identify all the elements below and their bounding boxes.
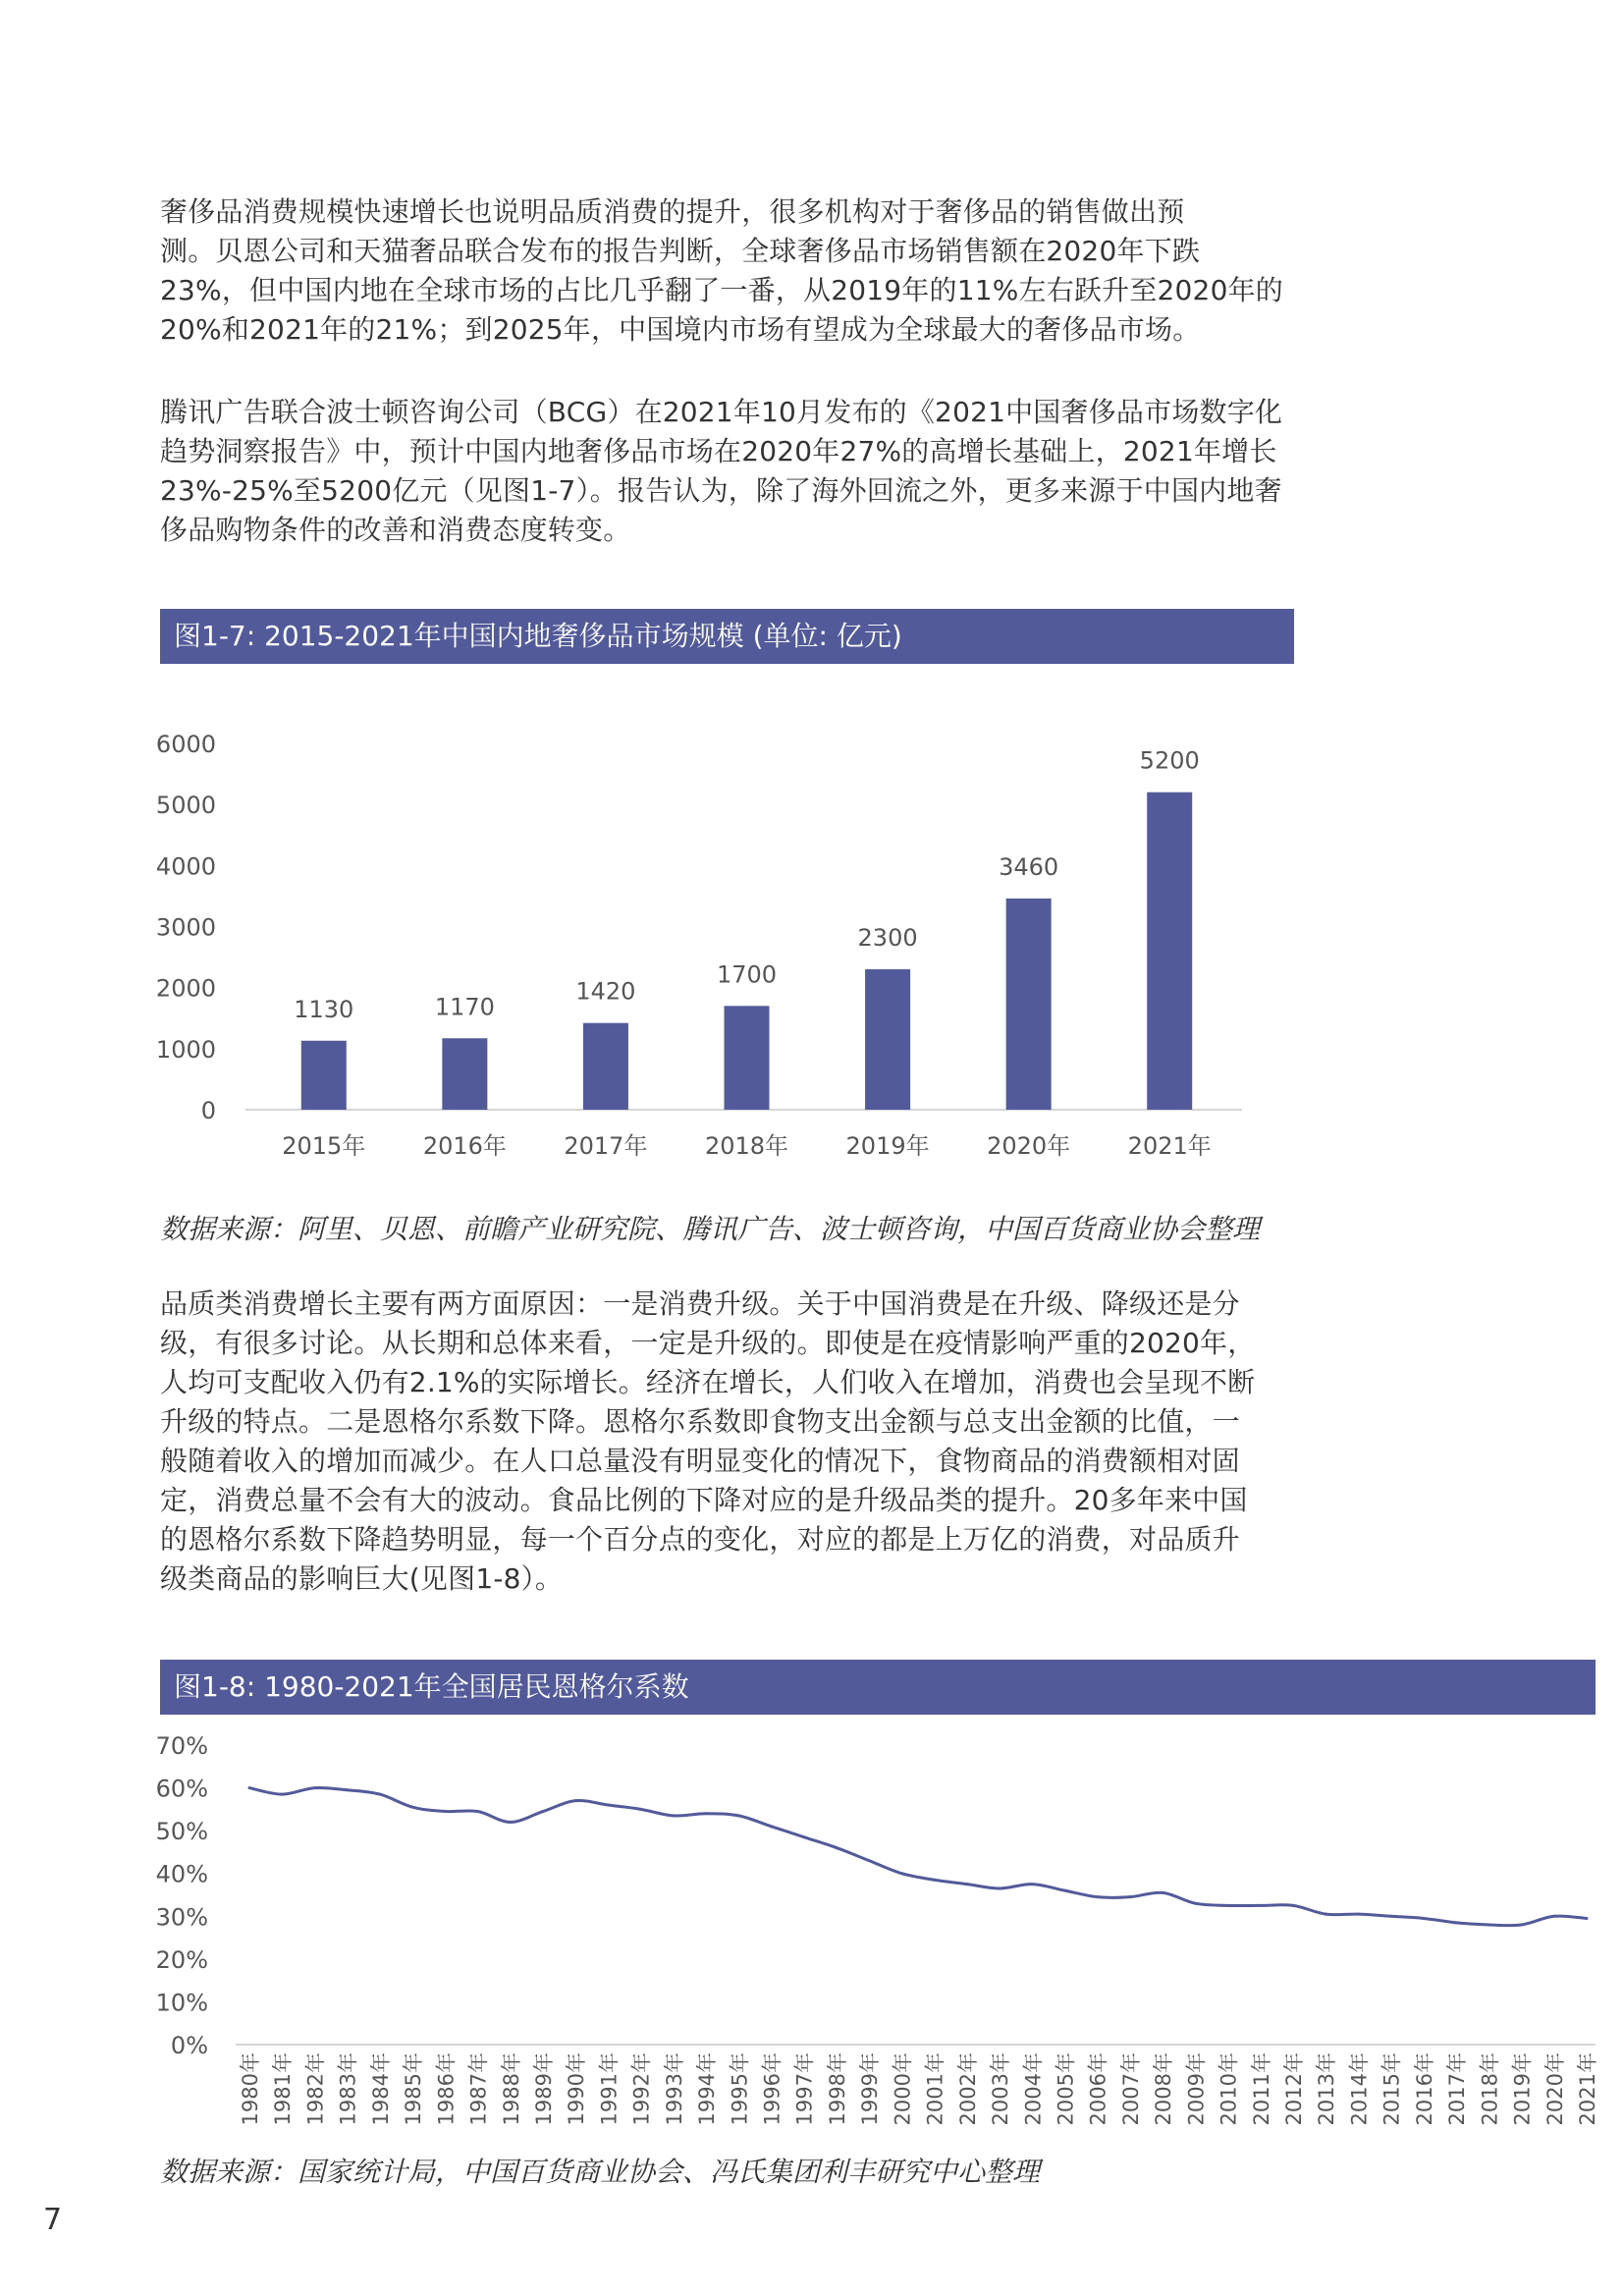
bar: [301, 1041, 347, 1110]
paragraph-line: 的恩格尔系数下降趋势明显，每一个百分点的变化，对应的都是上万亿的消费，对品质升: [160, 1523, 1240, 1556]
paragraph-line: 20%和2021年的21%；到2025年，中国境内市场有望成为全球最大的奢侈品市场。: [160, 313, 1201, 346]
data-point: [509, 1821, 512, 1824]
data-point: [313, 1786, 316, 1789]
x-tick-label: 1984年: [368, 2052, 393, 2126]
data-point: [965, 1883, 968, 1886]
figure-1-7-source: 数据来源：阿里、贝恩、前瞻产业研究院、腾讯广告、波士顿咨询，中国百货商业协会整理: [160, 1213, 1261, 1245]
bar: [1006, 899, 1052, 1110]
data-point: [346, 1788, 349, 1791]
data-point: [574, 1799, 577, 1802]
x-tick-label: 2017年: [564, 1132, 648, 1160]
y-tick-label: 0: [200, 1097, 216, 1124]
x-tick-label: 1994年: [695, 2052, 720, 2126]
paragraph-line: 定，消费总量不会有大的波动。食品比例的下降对应的是升级品类的提升。20多年来中国: [160, 1484, 1248, 1516]
bar: [725, 1006, 770, 1110]
x-tick-label: 1989年: [531, 2052, 556, 2126]
paragraph-line: 人均可支配收入仍有2.1%的实际增长。经济在增长，人们收入在增加，消费也会呈现不断: [160, 1366, 1256, 1398]
y-tick-label: 2000: [155, 974, 216, 1003]
paragraph-line: 般随着收入的增加而减少。在人口总量没有明显变化的情况下，食物商品的消费额相对固: [160, 1445, 1240, 1477]
x-tick-label: 2015年: [282, 1132, 366, 1160]
x-tick-label: 1997年: [792, 2052, 817, 2126]
data-point: [476, 1810, 479, 1813]
x-tick-label: 2016年: [422, 1132, 507, 1160]
x-tick-label: 2014年: [1347, 2052, 1372, 2126]
x-tick-label: 1987年: [466, 2052, 491, 2126]
y-tick-label: 0%: [170, 2032, 208, 2059]
x-tick-label: 2003年: [989, 2052, 1013, 2126]
x-tick-label: 2002年: [955, 2052, 980, 2126]
data-point: [737, 1814, 740, 1817]
x-tick-label: 1983年: [336, 2052, 360, 2126]
y-tick-label: 40%: [155, 1860, 208, 1888]
data-point: [868, 1859, 871, 1862]
data-point: [900, 1872, 903, 1875]
x-tick-label: 1996年: [760, 2052, 784, 2126]
x-tick-label: 1980年: [239, 2052, 262, 2126]
bar: [442, 1038, 487, 1110]
x-tick-label: 2013年: [1315, 2052, 1339, 2126]
figure-1-7-title-banner: [160, 609, 1294, 664]
y-tick-label: 10%: [155, 1989, 208, 2017]
paragraph-line: 级类商品的影响巨大(见图1-8）。: [160, 1562, 564, 1595]
x-tick-label: 2009年: [1184, 2052, 1209, 2126]
data-point: [1162, 1891, 1164, 1894]
x-tick-label: 1986年: [434, 2052, 459, 2126]
page-number: 7: [43, 2203, 63, 2237]
data-point: [1520, 1924, 1523, 1927]
x-tick-label: 1995年: [728, 2052, 752, 2126]
x-tick-label: 2021年: [1576, 2052, 1599, 2126]
data-label: 1170: [434, 993, 495, 1021]
paragraph-line: 趋势洞察报告》中，预计中国内地奢侈品市场在2020年27%的高增长基础上，2021年增长: [160, 435, 1277, 467]
paragraph-line: 级，有很多讨论。从长期和总体来看，一定是升级的。即使是在疫情影响严重的2020年，: [160, 1327, 1256, 1359]
data-point: [1552, 1915, 1555, 1918]
y-tick-label: 4000: [155, 852, 216, 881]
paragraph-line: 奢侈品消费规模快速增长也说明品质消费的提升，很多机构对于奢侈品的销售做出预: [160, 195, 1185, 228]
data-point: [1194, 1902, 1197, 1905]
y-tick-label: 5000: [155, 792, 216, 820]
x-tick-label: 1981年: [271, 2052, 296, 2126]
data-point: [1292, 1904, 1295, 1907]
y-tick-label: 50%: [155, 1818, 208, 1846]
paragraph-line: 23%，但中国内地在全球市场的占比几乎翻了一番，从2019年的11%左右跃升至2020年的: [160, 274, 1283, 306]
x-tick-label: 2011年: [1249, 2052, 1273, 2126]
bar: [865, 969, 910, 1110]
bar: [583, 1023, 628, 1110]
data-point: [1226, 1904, 1229, 1907]
x-tick-label: 1985年: [402, 2052, 426, 2126]
line-chart: [147, 1719, 1600, 2141]
data-point: [248, 1786, 251, 1789]
y-tick-label: 20%: [155, 1945, 208, 1974]
paragraph-line: 测。贝恩公司和天猫奢品联合发布的报告判断，全球奢侈品市场销售额在2020年下跌: [160, 235, 1201, 267]
data-point: [1031, 1883, 1034, 1886]
figure-1-8-title-banner: [160, 1660, 1596, 1715]
y-tick-label: 6000: [155, 731, 216, 758]
data-point: [770, 1825, 773, 1828]
x-tick-label: 2000年: [891, 2052, 915, 2126]
x-tick-label: 2021年: [1127, 1132, 1212, 1160]
data-label: 5200: [1139, 746, 1200, 775]
data-point: [1586, 1917, 1589, 1920]
data-point: [933, 1879, 936, 1882]
y-tick-label: 30%: [155, 1903, 208, 1932]
x-tick-label: 2004年: [1021, 2052, 1046, 2126]
x-tick-label: 1990年: [565, 2052, 589, 2126]
data-point: [1325, 1913, 1327, 1916]
x-tick-label: 2006年: [1086, 2052, 1110, 2126]
data-point: [639, 1808, 642, 1811]
x-tick-label: 2001年: [923, 2052, 947, 2126]
data-point: [541, 1810, 544, 1813]
paragraph-3: [160, 1285, 1328, 1599]
y-tick-label: 3000: [155, 913, 216, 942]
figure-1-8-source: 数据来源：国家统计局，中国百货商业协会、冯氏集团利丰研究中心整理: [160, 2156, 1041, 2188]
data-label: 1420: [575, 977, 636, 1006]
bar: [1147, 793, 1192, 1110]
x-tick-label: 1993年: [662, 2052, 686, 2126]
x-tick-label: 2018年: [704, 1132, 789, 1160]
data-point: [1259, 1904, 1262, 1907]
figure-1-8-title: 图1-8: 1980-2021年全国居民恩格尔系数: [174, 1670, 689, 1703]
data-point: [1357, 1913, 1360, 1916]
x-tick-label: 2019年: [1510, 2052, 1535, 2126]
data-point: [672, 1814, 675, 1817]
x-tick-label: 2012年: [1282, 2052, 1307, 2126]
x-tick-label: 2020年: [1542, 2052, 1567, 2126]
bar-chart: [147, 707, 1257, 1178]
data-label: 3460: [999, 852, 1059, 881]
x-tick-label: 2010年: [1217, 2052, 1241, 2126]
x-tick-label: 2005年: [1054, 2052, 1078, 2126]
x-tick-label: 2017年: [1445, 2052, 1470, 2126]
x-tick-label: 1988年: [499, 2052, 523, 2126]
data-label: 2300: [857, 924, 918, 953]
x-tick-label: 1991年: [597, 2052, 622, 2126]
data-point: [999, 1886, 1001, 1889]
paragraph-line: 升级的特点。二是恩格尔系数下降。恩格尔系数即食物支出金额与总支出金额的比值，一: [160, 1405, 1240, 1438]
paragraph-line: 侈品购物条件的改善和消费态度转变。: [160, 514, 631, 546]
x-tick-label: 2015年: [1380, 2052, 1404, 2126]
data-point: [1455, 1921, 1458, 1924]
x-tick-label: 2019年: [845, 1132, 930, 1160]
data-point: [1096, 1895, 1099, 1898]
x-tick-label: 1998年: [825, 2052, 849, 2126]
data-point: [705, 1812, 708, 1815]
data-point: [835, 1846, 838, 1849]
x-tick-label: 1992年: [629, 2052, 654, 2126]
data-point: [378, 1793, 381, 1796]
data-point: [1063, 1889, 1066, 1892]
x-tick-label: 2016年: [1412, 2052, 1436, 2126]
paragraph-line: 腾讯广告联合波士顿咨询公司（BCG）在2021年10月发布的《2021中国奢侈品市场数字化: [160, 396, 1283, 428]
data-label: 1130: [294, 995, 354, 1023]
data-point: [444, 1810, 447, 1813]
paragraph-2: [160, 393, 1328, 550]
data-point: [1422, 1917, 1425, 1920]
series-line: [249, 1787, 1587, 1925]
x-tick-label: 2008年: [1152, 2052, 1176, 2126]
x-tick-label: 1999年: [858, 2052, 883, 2126]
y-tick-label: 60%: [155, 1775, 208, 1803]
data-point: [1389, 1915, 1392, 1918]
data-point: [411, 1806, 414, 1809]
paragraph-line: 23%-25%至5200亿元（见图1-7）。报告认为，除了海外回流之外，更多来源于中国内地奢: [160, 474, 1282, 507]
figure-1-7-title: 图1-7: 2015-2021年中国内地奢侈品市场规模 (单位: 亿元): [174, 620, 902, 652]
paragraph-1: [160, 192, 1328, 350]
y-tick-label: 70%: [155, 1732, 208, 1760]
data-point: [607, 1804, 610, 1807]
x-tick-label: 2007年: [1118, 2052, 1143, 2126]
x-tick-label: 1982年: [303, 2052, 328, 2126]
data-label: 1700: [716, 960, 778, 989]
paragraph-line: 品质类消费增长主要有两方面原因：一是消费升级。关于中国消费是在升级、降级还是分: [160, 1287, 1240, 1320]
data-point: [1488, 1924, 1490, 1927]
x-tick-label: 2018年: [1478, 2052, 1502, 2126]
data-point: [281, 1793, 284, 1796]
y-tick-label: 1000: [155, 1035, 216, 1064]
data-point: [802, 1835, 805, 1838]
x-tick-label: 2020年: [987, 1132, 1071, 1160]
data-point: [1128, 1895, 1131, 1898]
